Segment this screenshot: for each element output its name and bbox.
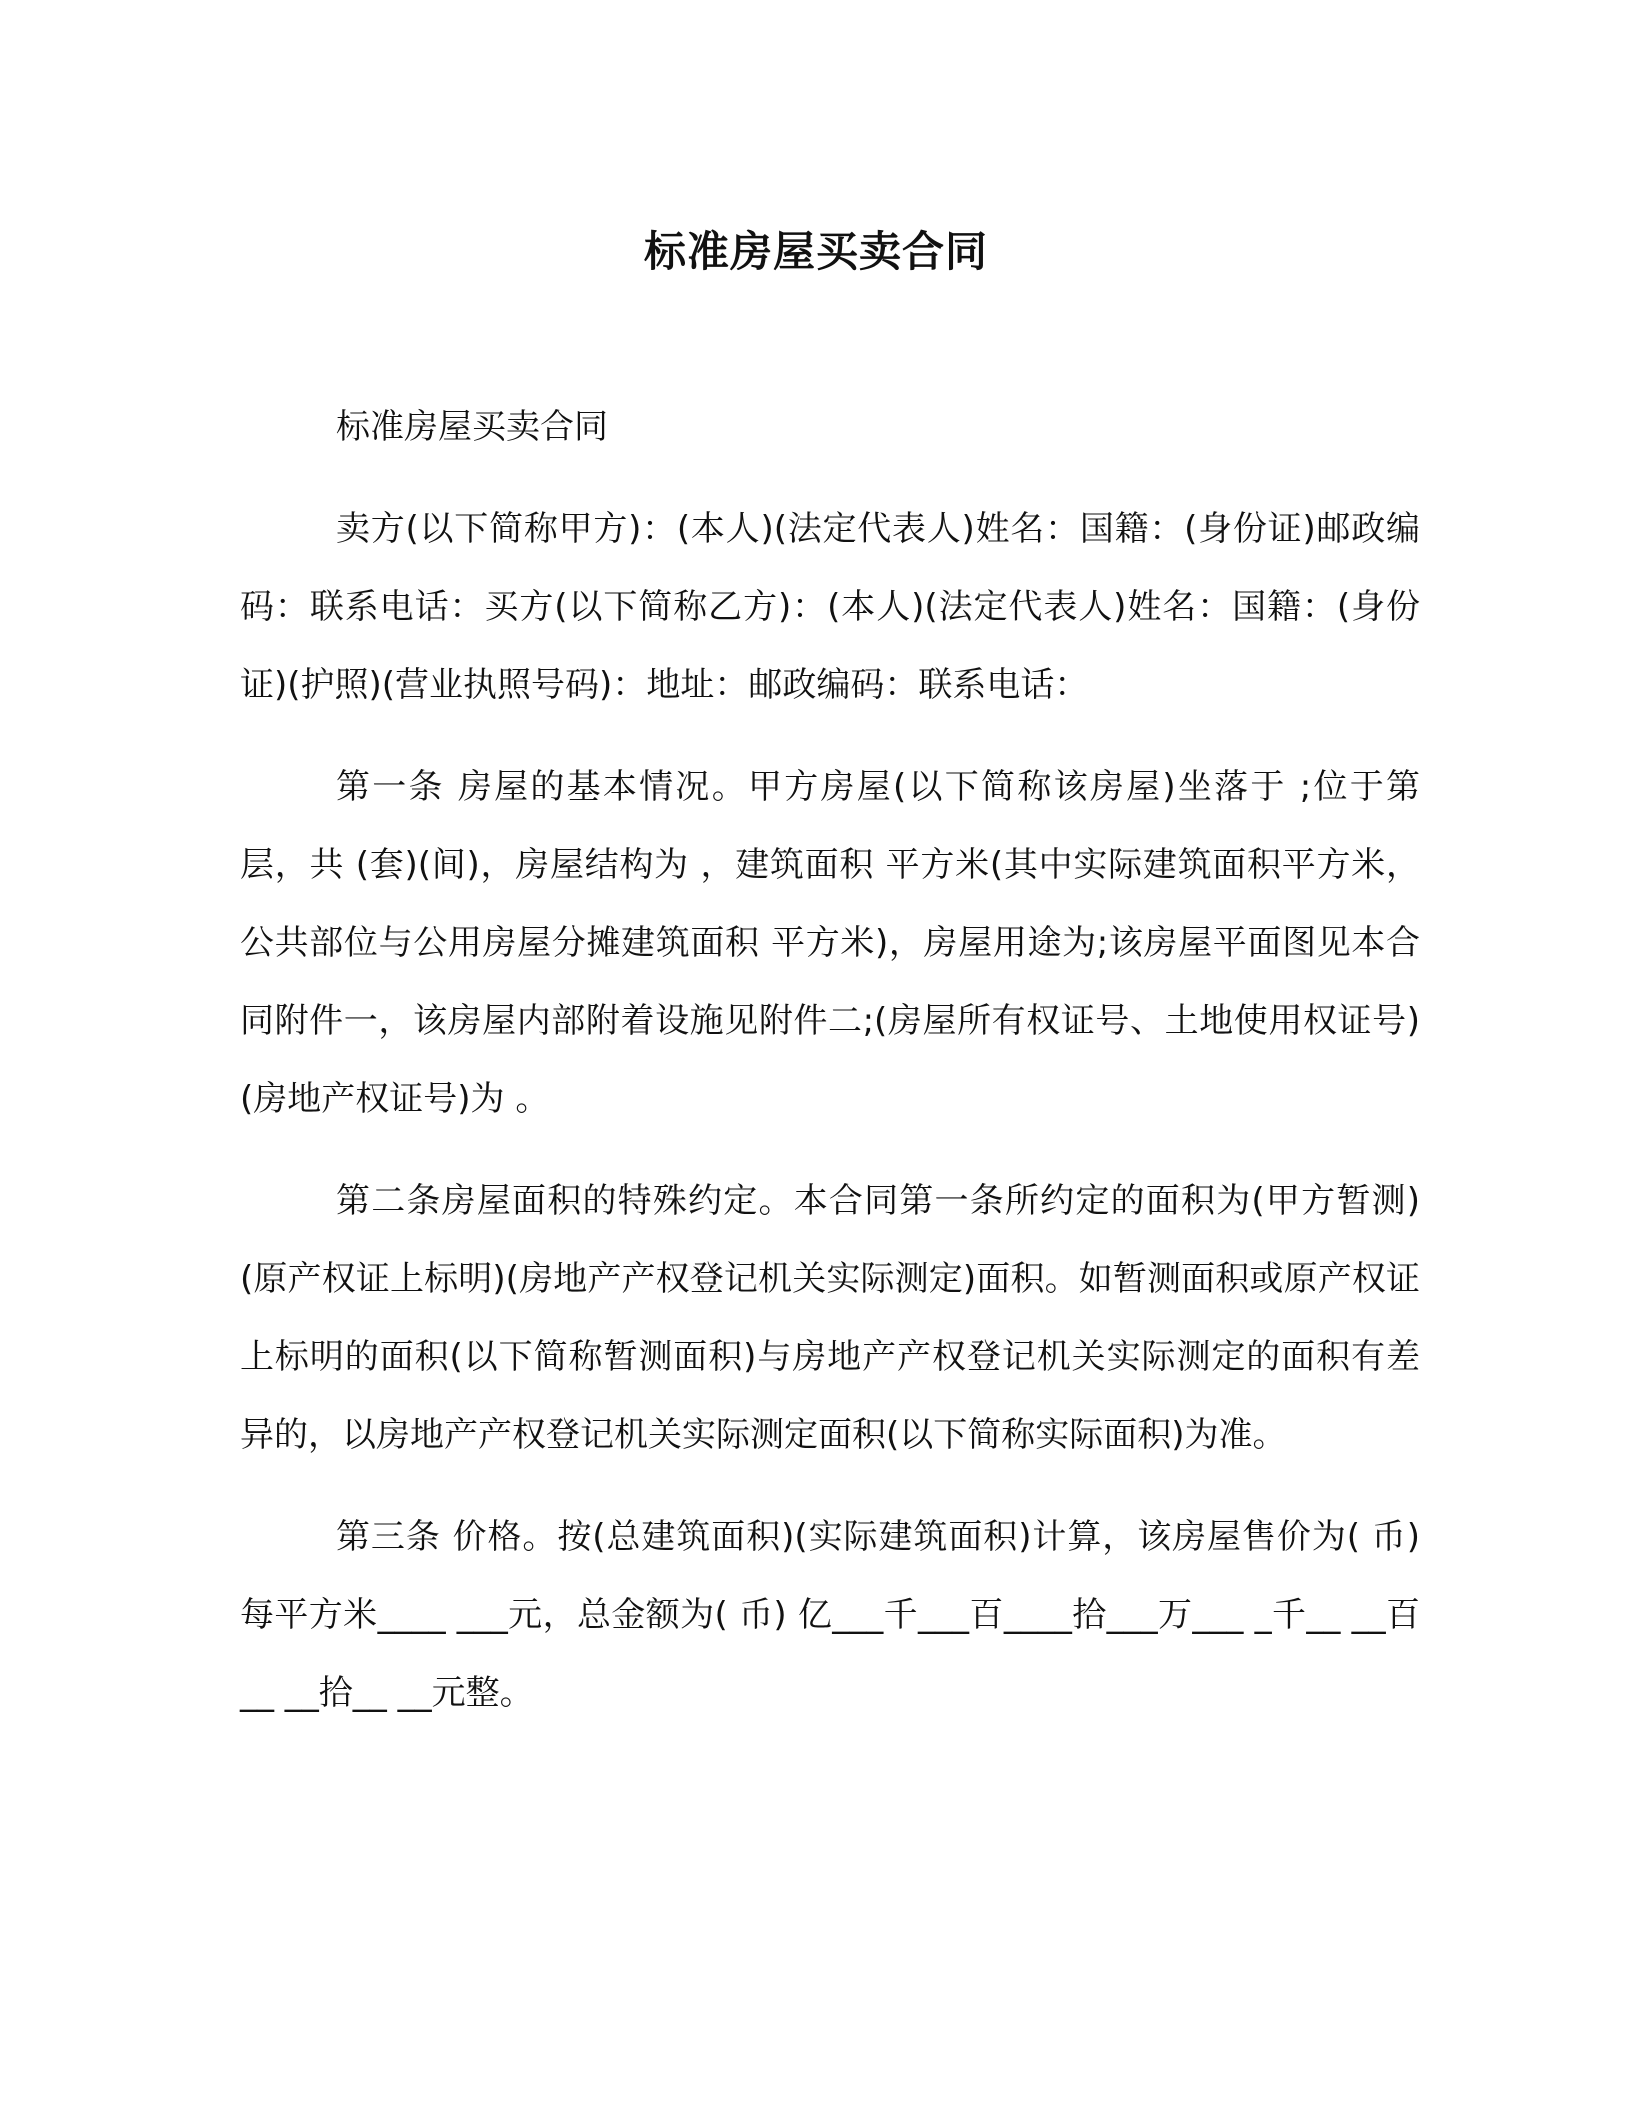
- article-2-paragraph: 第二条房屋面积的特殊约定。本合同第一条所约定的面积为(甲方暂测)(原产权证上标明)(房地产产权登记机关实际测定)面积。如暂测面积或原产权证上标明的面积(以下简称暂测面积)与房地产产权登记机关实际测定的面积有差异的，以房地产产权登记机关实际测定面积(以下简称实际面积)为准。: [240, 1181, 1420, 1455]
- article-3-paragraph: 第三条 价格。按(总建筑面积)(实际建筑面积)计算，该房屋售价为( 币)每平方米____ ___元，总金额为( 币) 亿___千___百____拾___万___ _千__ __百__ __拾__ __元整。: [240, 1517, 1420, 1713]
- document-body: [240, 388, 1420, 1756]
- parties-paragraph: 卖方(以下简称甲方)：(本人)(法定代表人)姓名：国籍：(身份证)邮政编码：联系电话：买方(以下简称乙方)：(本人)(法定代表人)姓名：国籍：(身份证)(护照)(营业执照号码)：地址：邮政编码：联系电话：: [240, 509, 1420, 705]
- contract-subtitle: 标准房屋买卖合同: [336, 407, 608, 447]
- document-title: 标准房屋买卖合同: [643, 227, 988, 276]
- article-1-paragraph: 第一条 房屋的基本情况。甲方房屋(以下简称该房屋)坐落于 ;位于第 层，共 (套)(间)，房屋结构为 ，建筑面积 平方米(其中实际建筑面积平方米，公共部位与公用房屋分摊建筑面积 平方米)，房屋用途为;该房屋平面图见本合同附件一，该房屋内部附着设施见附件二;(房屋所有权证号、土地使用权证号)(房地产权证号)为 。: [240, 767, 1420, 1119]
